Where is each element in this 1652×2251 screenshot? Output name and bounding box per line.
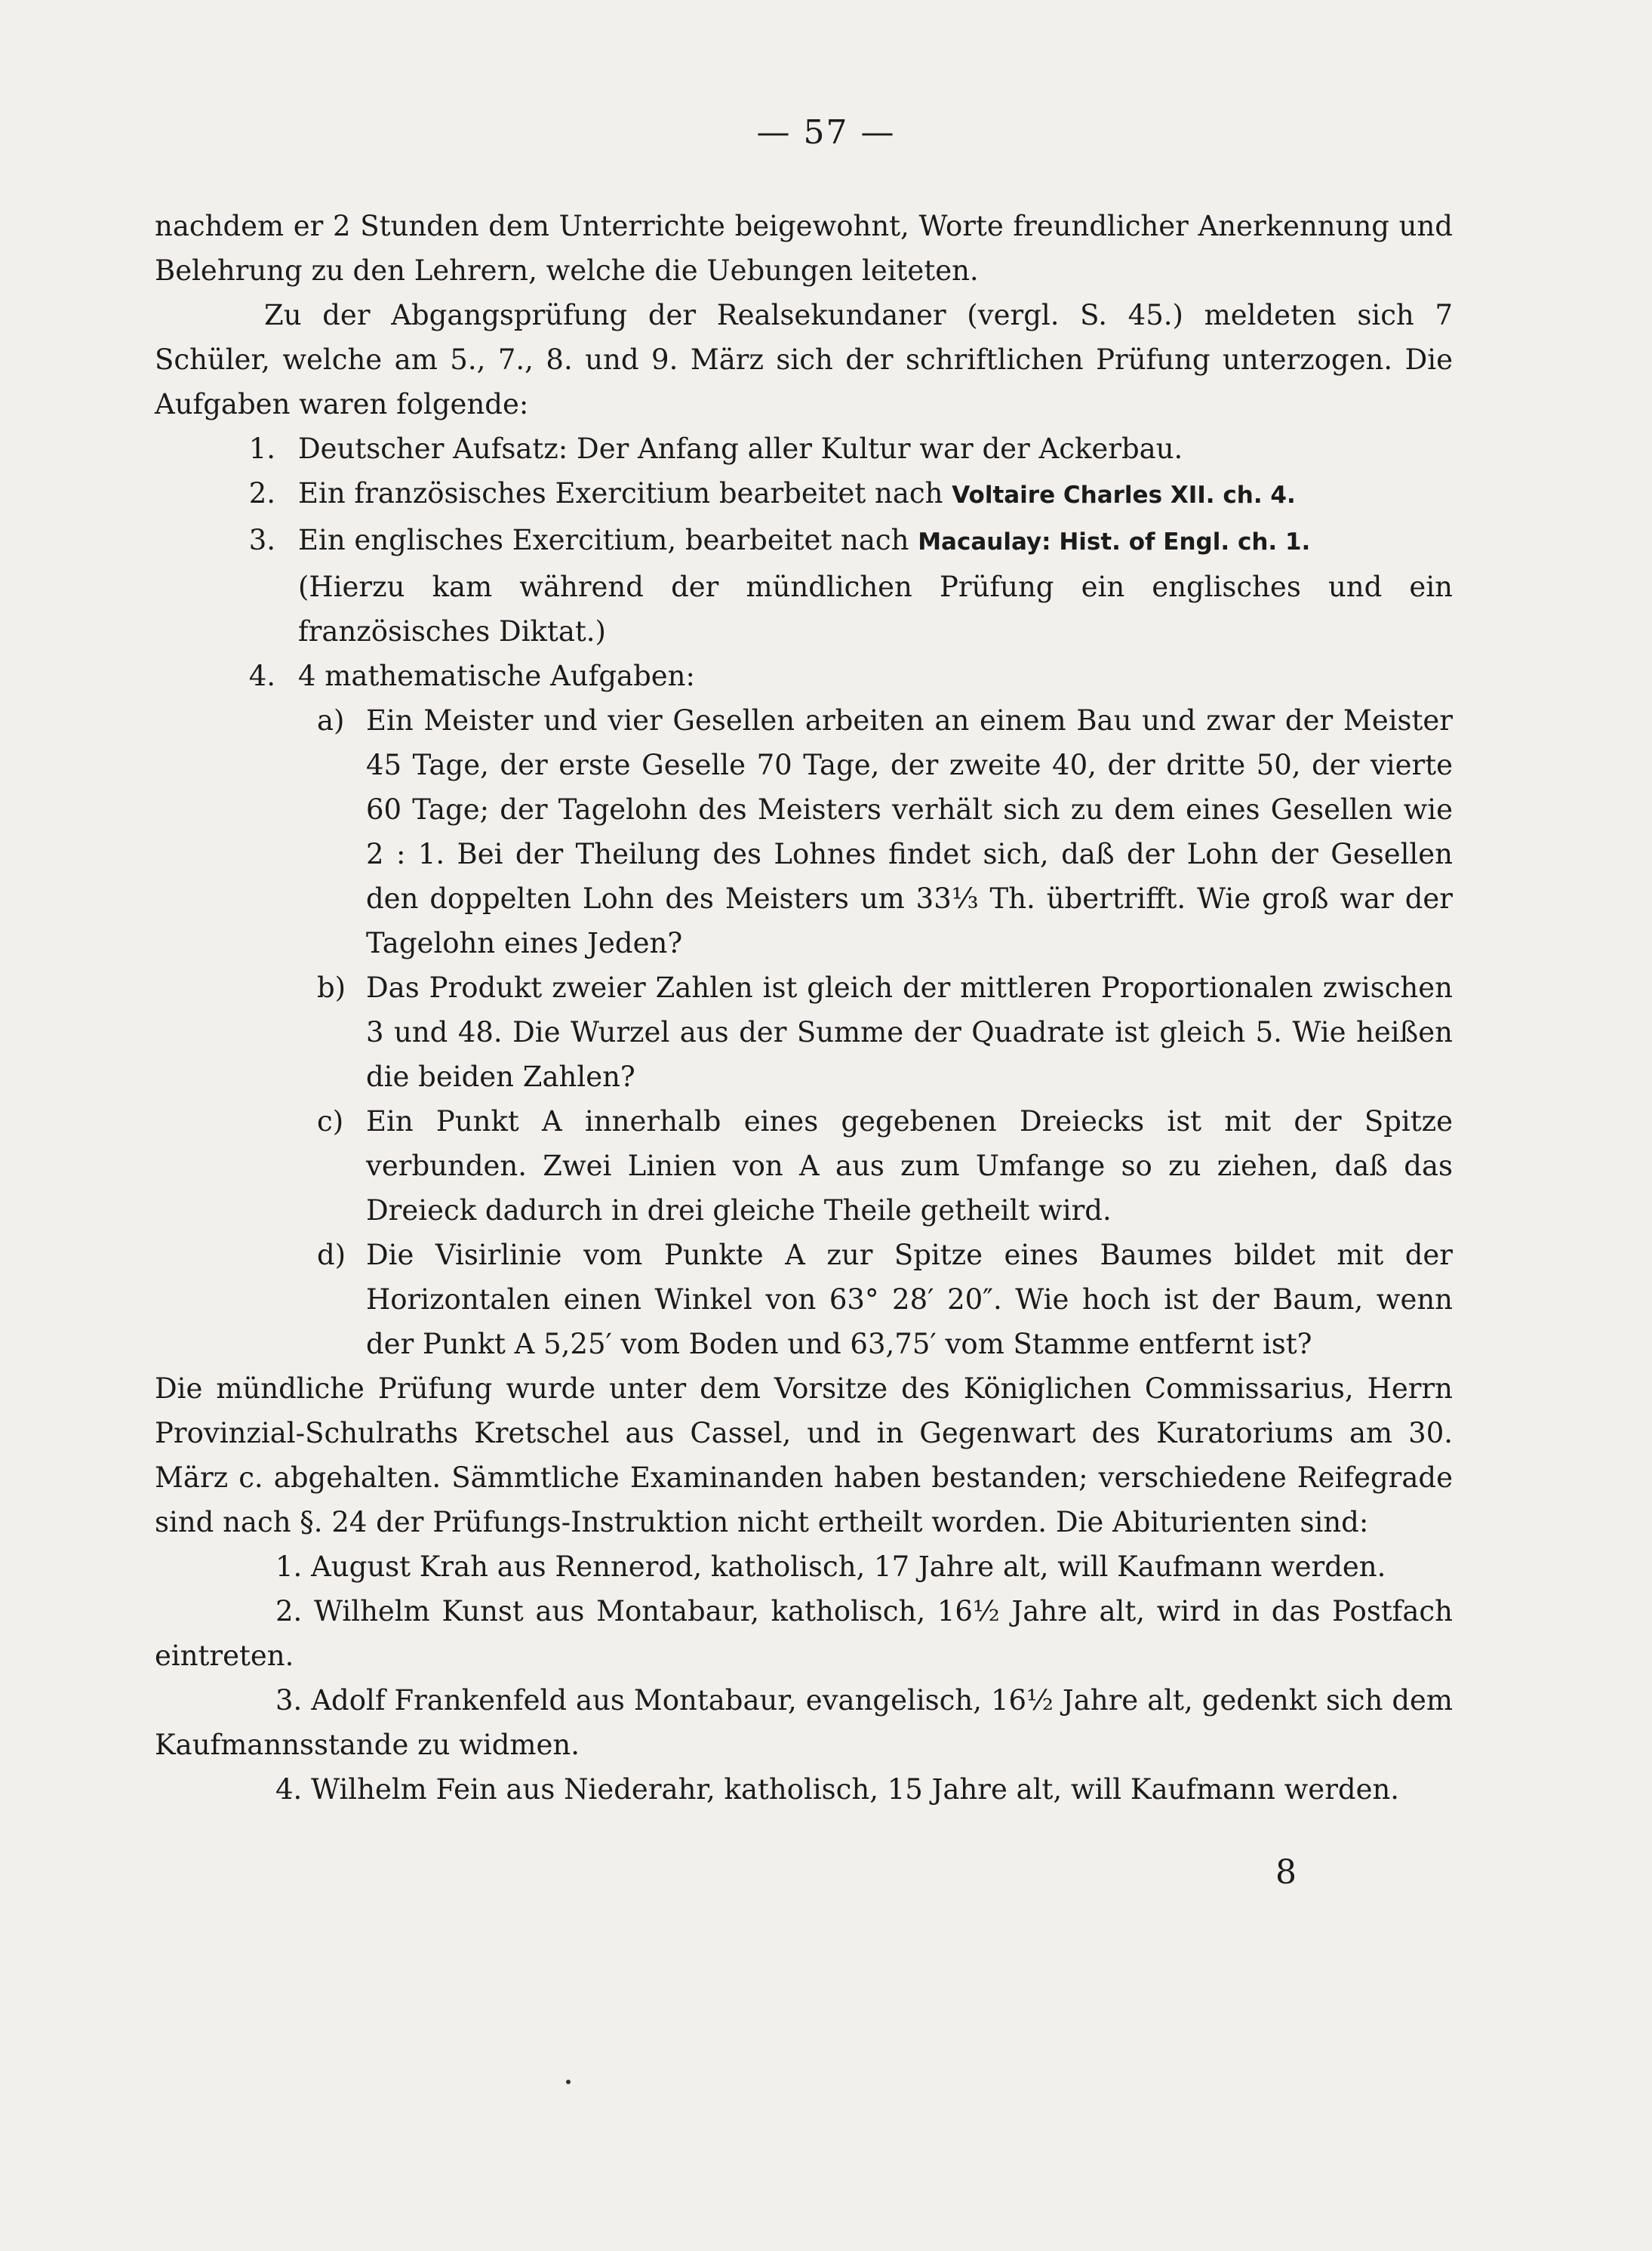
task-text-latin: Voltaire Charles XII. ch. 4. — [952, 482, 1296, 509]
abiturient-number: 3. — [275, 1684, 303, 1717]
paragraph: Die mündliche Prüfung wurde unter dem Vorsitze des Königlichen Commissarius, Herrn Provinzial-Schulraths Kretschel aus Cassel, und in Gegenwart des Kuratoriums am 30. März c. abgehalten. Sämmtliche Examinanden haben bestanden; verschiedene Reifegrade sind nach §. 24 der Prüfungs-Instruktion nicht ertheilt worden. Die Abiturienten sind: — [155, 1372, 1453, 1538]
paragraph: nachdem er 2 Stunden dem Unterrichte beigewohnt, Worte freundlicher Anerkennung und Belehrung zu den Lehrern, welche die Uebungen leiteten. — [155, 210, 1453, 287]
task-item — [155, 471, 1453, 518]
task-text — [298, 518, 1453, 654]
task-item — [155, 426, 1453, 471]
task-number: 1. — [248, 433, 275, 465]
task-text-de: Ein französisches Exercitium bearbeitet nach — [298, 477, 952, 510]
task-item — [155, 518, 1453, 654]
abiturient-entry — [155, 1589, 1453, 1678]
paragraph: Zu der Abgangsprüfung der Realsekundaner (vergl. S. 45.) meldeten sich 7 Schüler, welche am 5., 7., 8. und 9. März sich der schriftlichen Prüfung unterzogen. Die Aufgaben waren folgende: — [155, 299, 1453, 420]
task-text-de: Ein englisches Exercitium, bearbeitet nach — [298, 524, 918, 556]
ink-speck — [566, 2080, 571, 2084]
signature-mark: 8 — [1275, 1853, 1297, 1892]
math-task — [317, 1233, 1453, 1366]
math-text: Ein Meister und vier Gesellen arbeiten an einem Bau und zwar der Meister 45 Tage, der erste Geselle 70 Tage, der zweite 40, der dritte 50, der vierte 60 Tage; der Tagelohn des Meisters verhält sich zu dem eines Gesellen wie 2 : 1. Bei der Theilung des Lohnes findet sich, daß der Lohn der Gesellen den doppelten Lohn des Meisters um 33⅓ Th. übertrifft. Wie groß war der Tagelohn eines Jeden? — [366, 704, 1453, 959]
task-text-latin: Macaulay: Hist. of Engl. ch. 1. — [918, 528, 1311, 556]
abiturient-text: August Krah aus Rennerod, katholisch, 17 Jahre alt, will Kaufmann werden. — [311, 1550, 1386, 1583]
math-label: a) — [317, 704, 345, 737]
math-task — [317, 698, 1453, 965]
math-text: Die Visirlinie vom Punkte A zur Spitze eines Baumes bildet mit der Horizontalen einen Winkel von 63° 28′ 20″. Wie hoch ist der Baum, wenn der Punkt A 5,25′ vom Boden und 63,75′ vom Stamme entfernt ist? — [366, 1239, 1453, 1360]
math-label: d) — [317, 1239, 346, 1271]
task-note: (Hierzu kam während der mündlichen Prüfung ein englisches und ein französisches Diktat.) — [298, 571, 1453, 648]
abiturient-number: 4. — [275, 1773, 303, 1806]
abiturient-text: Wilhelm Fein aus Niederahr, katholisch, 15 Jahre alt, will Kaufmann werden. — [311, 1773, 1400, 1806]
task-number: 4. — [248, 660, 275, 692]
task-text: 4 mathematische Aufgaben: — [298, 660, 695, 692]
math-label: b) — [317, 972, 346, 1004]
abiturient-number: 1. — [275, 1550, 303, 1583]
math-task — [317, 965, 1453, 1099]
page-number: — 57 — — [756, 113, 896, 152]
abiturient-number: 2. — [275, 1595, 303, 1627]
task-number: 3. — [248, 524, 275, 556]
abiturient-entry — [155, 1767, 1453, 1812]
abiturient-text: Wilhelm Kunst aus Montabaur, katholisch, 16½ Jahre alt, wird in das Postfach eintreten. — [155, 1595, 1453, 1672]
task-text: Deutscher Aufsatz: Der Anfang aller Kultur war der Ackerbau. — [298, 433, 1183, 465]
page-body — [155, 204, 1453, 1812]
abiturient-entry — [155, 1678, 1453, 1767]
math-task — [317, 1099, 1453, 1233]
math-text: Ein Punkt A innerhalb eines gegebenen Dreiecks ist mit der Spitze verbunden. Zwei Linien von A aus zum Umfange so zu ziehen, daß das Dreieck dadurch in drei gleiche Theile getheilt wird. — [366, 1105, 1453, 1227]
math-text: Das Produkt zweier Zahlen ist gleich der mittleren Proportionalen zwischen 3 und 48. Die Wurzel aus der Summe der Quadrate ist gleich 5. Wie heißen die beiden Zahlen? — [366, 972, 1453, 1093]
task-number: 2. — [248, 477, 275, 510]
abiturient-text: Adolf Frankenfeld aus Montabaur, evangelisch, 16½ Jahre alt, gedenkt sich dem Kaufmannsstande zu widmen. — [155, 1684, 1454, 1761]
math-label: c) — [317, 1105, 344, 1138]
abiturient-entry — [155, 1544, 1453, 1589]
task-item — [155, 654, 1453, 698]
task-text — [298, 471, 1453, 518]
